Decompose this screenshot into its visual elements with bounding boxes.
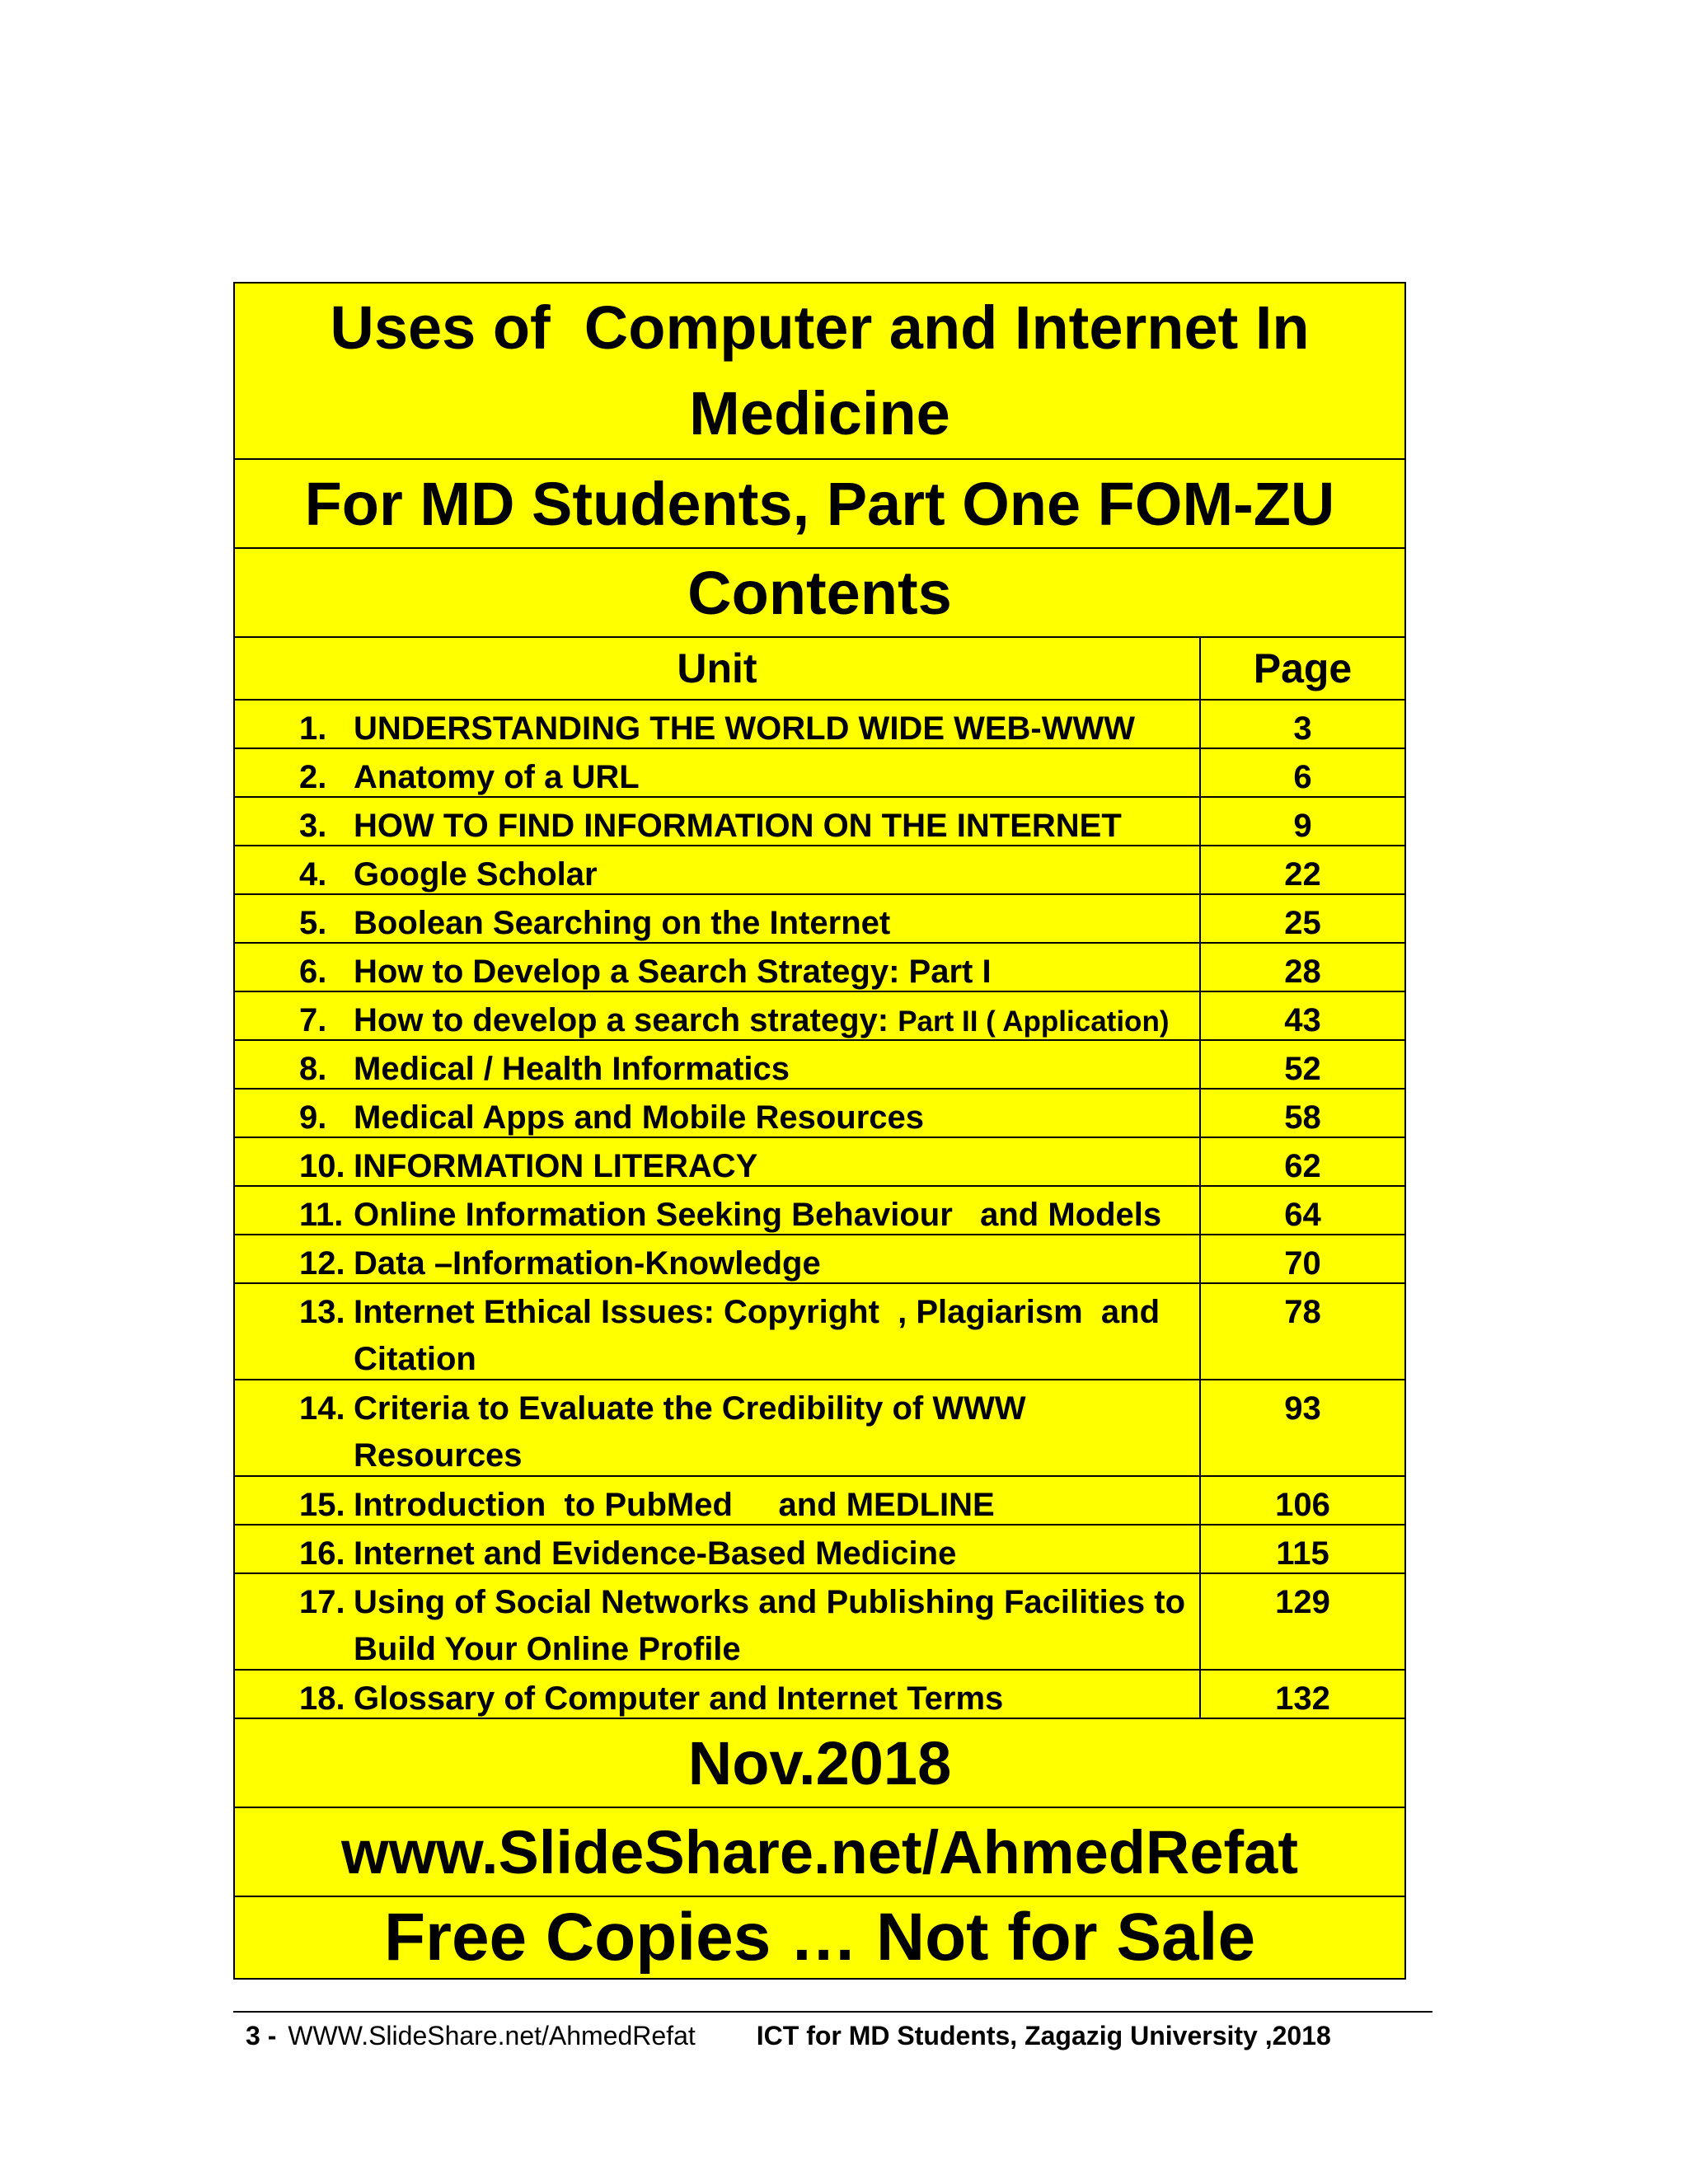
unit-title-text: UNDERSTANDING THE WORLD WIDE WEB-WWW	[354, 710, 1136, 747]
table-row	[235, 1574, 1404, 1671]
unit-number: 7.	[299, 1002, 327, 1038]
unit-title-text: Using of Social Networks and Publishing Facilities to Build Your Online Profile	[354, 1584, 1195, 1667]
unit-number: 13.	[299, 1294, 345, 1330]
title-line-2: Medicine	[689, 379, 950, 448]
unit-number: 10.	[299, 1148, 345, 1184]
unit-title-text: INFORMATION LITERACY	[354, 1148, 758, 1184]
unit-cell	[235, 1671, 1201, 1718]
unit-title	[354, 754, 1199, 796]
table-row	[235, 749, 1404, 798]
page-number-cell: 132	[1275, 1680, 1330, 1717]
table-row	[235, 1138, 1404, 1187]
table-row	[235, 895, 1404, 944]
contents-heading	[235, 549, 1404, 638]
unit-cell	[235, 1380, 1201, 1475]
page-number-cell: 9	[1293, 808, 1312, 844]
page-number-cell: 6	[1293, 759, 1312, 795]
unit-title-text: Google Scholar	[354, 856, 598, 893]
unit-number: 18.	[299, 1680, 345, 1717]
unit-number: 2.	[299, 759, 327, 795]
unit-number: 4.	[299, 856, 327, 893]
table-row	[235, 992, 1404, 1041]
unit-title	[354, 997, 1199, 1039]
page-number-cell: 58	[1284, 1099, 1321, 1136]
free-copies-text: Free Copies … Not for Sale	[383, 1900, 1256, 1975]
page-number-cell: 106	[1275, 1487, 1330, 1523]
footer-page-number: 3 -	[246, 2021, 277, 2050]
unit-title-text: Anatomy of a URL	[354, 759, 640, 795]
page-number-cell: 70	[1284, 1245, 1321, 1282]
unit-cell	[235, 992, 1201, 1039]
contents-heading-text: Contents	[687, 558, 952, 627]
unit-title-suffix: Part II ( Application)	[898, 1005, 1170, 1038]
unit-number: 5.	[299, 905, 327, 941]
unit-number: 12.	[299, 1245, 345, 1282]
unit-title	[354, 949, 1199, 991]
unit-number: 3.	[299, 808, 327, 844]
unit-title	[354, 1240, 1199, 1282]
unit-title	[354, 1675, 1199, 1718]
url-text: www.SlideShare.net/AhmedRefat	[341, 1817, 1298, 1886]
publication-date	[235, 1719, 1404, 1808]
unit-title-text: Medical Apps and Mobile Resources	[354, 1099, 925, 1136]
unit-cell	[235, 1041, 1201, 1088]
unit-title-text: Data –Information-Knowledge	[354, 1245, 821, 1282]
unit-title-text: Criteria to Evaluate the Credibility of WWW Resources	[354, 1390, 1035, 1474]
unit-title	[354, 1482, 1199, 1524]
page-number-cell: 93	[1284, 1390, 1321, 1427]
unit-title	[354, 1094, 1199, 1137]
page-number-cell: 22	[1284, 856, 1321, 893]
page-number-cell: 3	[1293, 710, 1312, 747]
page-number-cell: 78	[1284, 1294, 1321, 1330]
unit-title	[354, 705, 1199, 748]
unit-title	[354, 851, 1199, 893]
table-row	[235, 1284, 1404, 1380]
table-row	[235, 1380, 1404, 1477]
unit-cell	[235, 1477, 1201, 1524]
subtitle-text: For MD Students, Part One FOM-ZU	[304, 469, 1335, 538]
unit-title	[354, 1385, 1199, 1475]
document-subtitle	[235, 460, 1404, 549]
unit-title-text: Internet Ethical Issues: Copyright , Plagiarism and Citation	[354, 1294, 1170, 1377]
unit-number: 1.	[299, 710, 327, 747]
unit-title-text: How to develop a search strategy:	[354, 1002, 898, 1038]
table-row	[235, 1671, 1404, 1719]
table-row	[235, 1041, 1404, 1090]
unit-cell	[235, 1526, 1201, 1572]
table-body	[235, 701, 1404, 1719]
unit-title	[354, 1046, 1199, 1088]
footer-divider	[233, 2011, 1432, 2013]
unit-number: 16.	[299, 1535, 345, 1572]
table-row	[235, 846, 1404, 895]
page-number-cell: 25	[1284, 905, 1321, 941]
unit-number: 14.	[299, 1390, 345, 1427]
table-row	[235, 798, 1404, 846]
unit-title	[354, 1192, 1199, 1234]
table-row	[235, 701, 1404, 749]
unit-cell	[235, 944, 1201, 991]
table-row	[235, 944, 1404, 992]
unit-cell	[235, 1187, 1201, 1234]
unit-title-text: Internet and Evidence-Based Medicine	[354, 1535, 957, 1572]
source-url	[235, 1808, 1404, 1897]
unit-cell	[235, 895, 1201, 942]
table-row	[235, 1187, 1404, 1235]
unit-number: 6.	[299, 954, 327, 990]
table-row	[235, 1090, 1404, 1138]
unit-title-text: HOW TO FIND INFORMATION ON THE INTERNET	[354, 808, 1122, 844]
date-text: Nov.2018	[687, 1728, 952, 1797]
unit-title-text: Glossary of Computer and Internet Terms	[354, 1680, 1004, 1717]
page-number-cell: 52	[1284, 1051, 1321, 1087]
unit-title	[354, 803, 1199, 845]
page-number-cell: 115	[1276, 1535, 1329, 1572]
unit-cell	[235, 1574, 1201, 1669]
unit-cell	[235, 1090, 1201, 1137]
document-title	[235, 284, 1404, 460]
unit-title-text: Online Information Seeking Behaviour and Models	[354, 1197, 1162, 1233]
unit-title-text: How to Develop a Search Strategy: Part I	[354, 954, 992, 990]
page-column-header: Page	[1253, 645, 1353, 691]
footer-site: WWW.SlideShare.net/AhmedRefat	[288, 2021, 696, 2050]
unit-title-text: Medical / Health Informatics	[354, 1051, 790, 1087]
unit-column-header: Unit	[235, 638, 1201, 699]
table-row	[235, 1235, 1404, 1284]
unit-number: 8.	[299, 1051, 327, 1087]
unit-cell	[235, 1235, 1201, 1282]
unit-title	[354, 1289, 1199, 1379]
free-copies-notice	[235, 1897, 1404, 1978]
unit-number: 9.	[299, 1099, 327, 1136]
unit-cell	[235, 749, 1201, 796]
unit-cell	[235, 1138, 1201, 1185]
unit-title	[354, 1143, 1199, 1185]
footer-course: ICT for MD Students, Zagazig University ,2018	[756, 2021, 1331, 2050]
page-number-cell: 129	[1275, 1584, 1330, 1620]
unit-cell	[235, 701, 1201, 748]
unit-cell	[235, 798, 1201, 845]
unit-cell	[235, 1284, 1201, 1379]
table-row	[235, 1526, 1404, 1574]
unit-cell	[235, 846, 1201, 893]
title-line-1: Uses of Computer and Internet In	[330, 293, 1310, 362]
contents-box	[233, 282, 1406, 1980]
page-number-cell: 64	[1284, 1197, 1321, 1233]
unit-title	[354, 1579, 1199, 1669]
table-row	[235, 1477, 1404, 1526]
table-header	[235, 638, 1404, 701]
page-footer	[246, 2021, 1331, 2051]
unit-title-text: Boolean Searching on the Internet	[354, 905, 891, 941]
page-number-cell: 28	[1284, 954, 1321, 990]
unit-title	[354, 900, 1199, 942]
page-number-cell: 62	[1284, 1148, 1321, 1184]
unit-number: 11.	[299, 1197, 344, 1233]
unit-title	[354, 1530, 1199, 1572]
page-number-cell: 43	[1284, 1002, 1321, 1038]
unit-number: 15.	[299, 1487, 345, 1523]
unit-title-text: Introduction to PubMed and MEDLINE	[354, 1487, 995, 1523]
unit-number: 17.	[299, 1584, 345, 1620]
